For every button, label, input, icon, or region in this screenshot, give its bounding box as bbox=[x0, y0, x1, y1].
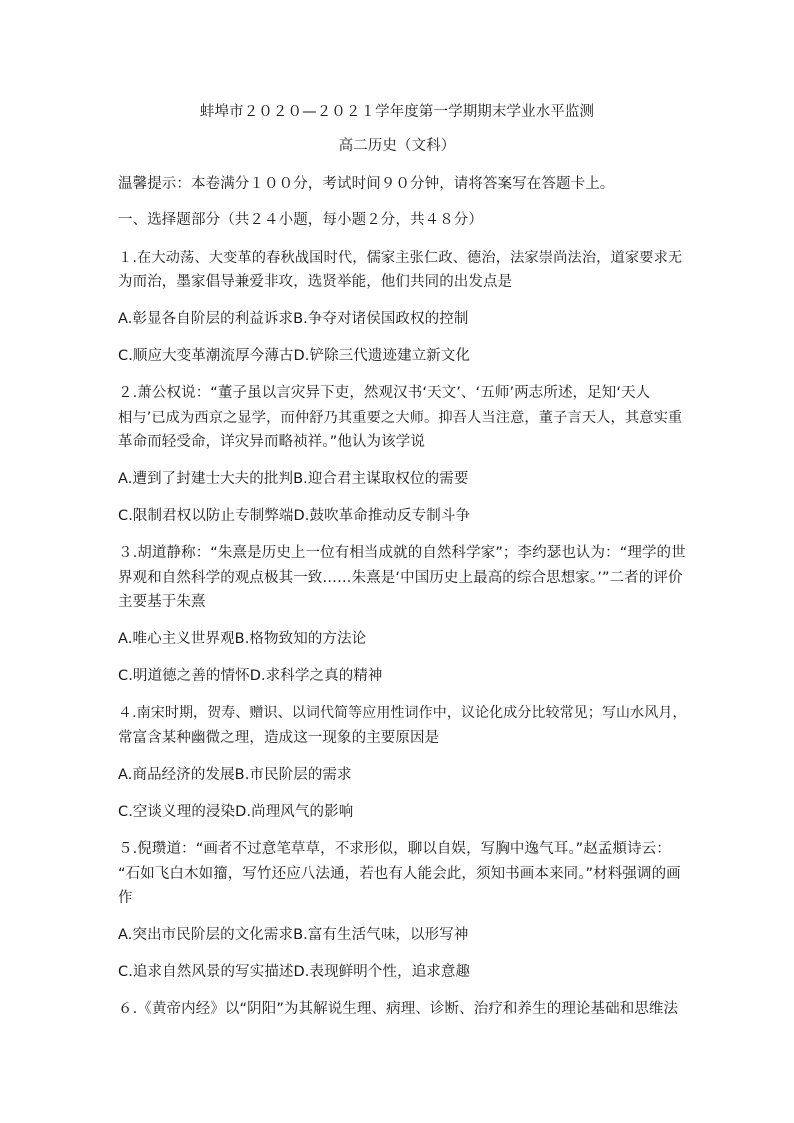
question-4-line-1: ４.南宋时期，贺寿、赠识、以词代简等应用性词作中，议论化成分比较常见；写山水风月， bbox=[118, 705, 687, 721]
question-2-options-cd: C.限制君权以防止专制弊端D.鼓吹革命推动反专制斗争 bbox=[118, 508, 471, 524]
question-1-line-1: １.在大动荡、大变革的春秋战国时代，儒家主张仁政、德治，法家崇尚法治，道家要求无 bbox=[118, 250, 683, 266]
question-2-line-1: ２.萧公权说：“董子虽以言灾异下吏，然观汉书‘天文’、‘五师’两志所述，足知‘天人 bbox=[118, 385, 651, 401]
question-4-options-cd: C.空谈义理的浸染D.尚理风气的影响 bbox=[118, 804, 354, 820]
question-1-line-2: 为而治，墨家倡导兼爱非攻，选贤举能，他们共同的出发点是 bbox=[118, 274, 513, 290]
question-5-line-3: 作 bbox=[118, 890, 133, 906]
question-5-options-cd: C.追求自然风景的写实描述D.表现鲜明个性，追求意趣 bbox=[118, 964, 471, 980]
question-2-line-3: 革命而轻受命，详灾异而略祯祥。”他认为该学说 bbox=[118, 434, 425, 450]
question-3-line-2: 界观和自然科学的观点极其一致……朱熹是‘中国历史上最高的综合思想家。’”二者的评价 bbox=[118, 570, 683, 586]
exam-tip: 温馨提示：本卷满分１００分，考试时间９０分钟，请将答案写在答题卡上。 bbox=[118, 176, 615, 192]
question-2-options-ab: A.遭到了封建士大夫的批判B.迎合君主谋取权位的需要 bbox=[118, 471, 469, 487]
exam-subtitle: 高二历史（文科） bbox=[338, 138, 456, 154]
question-4-line-2: 常富含某种幽微之理，造成这一现象的主要原因是 bbox=[118, 730, 440, 746]
question-2-line-2: 相与’已成为西京之显学，而仲舒乃其重要之大师。抑吾人当注意，董子言天人，其意实重 bbox=[118, 410, 683, 426]
question-3-line-1: ３.胡道静称：“朱熹是历史上一位有相当成就的自然科学家”；李约瑟也认为：“理学的世 bbox=[118, 545, 686, 561]
question-5-line-1: ５.倪瓒道：“画者不过意笔草草，不求形似，聊以自娱，写胸中逸气耳。”赵孟頫诗云： bbox=[118, 841, 671, 857]
question-6-line-1: ６.《黄帝内经》以“阴阳”为其解说生理、病理、诊断、治疗和养生的理论基础和思维法 bbox=[118, 1001, 679, 1017]
question-3-options-cd: C.明道德之善的情怀D.求科学之真的精神 bbox=[118, 668, 383, 684]
question-1-options-ab: A.彰显各自阶层的利益诉求B.争夺对诸侯国政权的控制 bbox=[118, 311, 469, 327]
question-5-options-ab: A.突出市民阶层的文化需求B.富有生活气味，以形写神 bbox=[118, 927, 469, 943]
question-4-options-ab: A.商品经济的发展B.市民阶层的需求 bbox=[118, 767, 352, 783]
question-3-line-3: 主要基于朱熹 bbox=[118, 594, 206, 610]
question-5-line-2: “石如飞白木如籀，写竹还应八法通，若也有人能会此，须知书画本来同。”材料强调的画 bbox=[118, 866, 681, 882]
question-1-options-cd: C.顺应大变革潮流厚今薄古D.铲除三代遗迹建立新文化 bbox=[118, 348, 471, 364]
question-3-options-ab: A.唯心主义世界观B.格物致知的方法论 bbox=[118, 631, 367, 647]
section-heading: 一、选择题部分（共２４小题，每小题２分，共４８分） bbox=[118, 212, 483, 228]
exam-title: 蚌埠市２０２０—２０２１学年度第一学期期末学业水平监测 bbox=[199, 104, 595, 120]
